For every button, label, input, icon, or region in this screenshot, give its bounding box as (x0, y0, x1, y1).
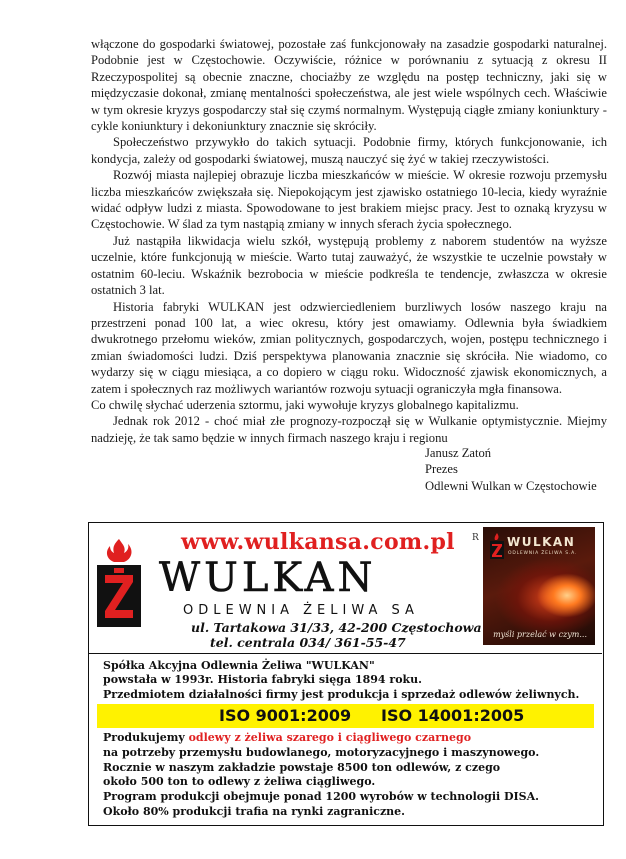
registered-mark: R (472, 533, 479, 543)
ad-website-url[interactable]: www.wulkansa.com.pl (181, 529, 455, 555)
ad-intro (103, 659, 595, 702)
paragraph-5: Historia fabryki WULKAN jest odzwierciedleniem burzliwych losów naszego kraju na przestrzeni ponad 100 lat, a wiec okresu, który jest omawiamy. Odlewnia była świadkiem dwukrotnego przełomu wieków, zmian politycznych, gospodarczych, wojen, postępu technicznego i zmian świadomości ludzi. Dziś perspektywa planowania znacznie się skróciła. Nie wiadomo, co wydarzy się w ciągu miesiąca, a co dopiero w ciągu roku. Widoczność zjawisk ekonomicznych, a zatem i społecznych raz możliwych wariantów rozwoju sytuacji ograniczyła mgła finansowa. (91, 299, 607, 396)
ad-brand-subtitle: ODLEWNIA ŻELIWA SA (183, 603, 419, 618)
signature-org: Odlewni Wulkan w Częstochowie (425, 478, 597, 493)
photo-logo-icon (489, 533, 505, 559)
ad-details (103, 731, 595, 820)
paragraph-4: Już nastąpiła likwidacja wielu szkół, występują problemy z naborem studentów na wyższe uczelnie, które funkcjonują w mieście. Warto tutaj zauważyć, że wszystkie te uczelnie powstały w ostatnim 60-leciu. Wskaźnik bezrobocia w mieście podkreśla te tendencje, zwłaszcza w okresie ostatnich 3 lat. (91, 233, 607, 298)
iso-certification-bar (97, 704, 594, 728)
photo-brand-name: WULKAN (507, 535, 576, 549)
article-text (91, 36, 607, 446)
products-prefix: Produkujemy (103, 731, 189, 744)
company-advertisement (88, 522, 604, 826)
ad-intro-line: powstała w 1993r. Historia fabryki sięga 1894 roku. (103, 673, 422, 687)
molten-iron-photo (483, 527, 595, 645)
photo-tagline: myśli przelać w czym... (493, 630, 587, 639)
ad-brand-name: WULKAN (159, 555, 377, 601)
ad-intro-line: Przedmiotem działalności firmy jest produkcja i sprzedaż odlewów żeliwnych. (103, 687, 580, 701)
ad-detail-line: na potrzeby przemysłu budowlanego, motoryzacyjnego i maszynowego. (103, 745, 540, 759)
ad-intro-line: Spółka Akcyjna Odlewnia Żeliwa "WULKAN" (103, 659, 375, 672)
ad-products-line (103, 731, 595, 746)
paragraph-1: włączone do gospodarki światowej, pozostałe zaś funkcjonowały na zasadzie gospodarki naturalnej. Podobnie jest w Częstochowie. Oczywiście, różnice w porównaniu z sytuacją z okresu II Rzeczypospolitej są obecnie znaczne, chociażby ze względu na postęp techniczny, jaki się w międzyczasie dokonał, zmianę mentalności społeczeństwa, ale jest wiele wspólnych cech. Właściwie w tym okresie kryzys gospodarczy stał się czymś normalnym. Występują ciągłe zmiany koniunktury - cykle koniunktury i dekoniunktury znacznie się skróciły. (91, 37, 607, 134)
ad-header (89, 523, 602, 654)
paragraph-7: Jednak rok 2012 - choć miał złe prognozy-rozpoczął się w Wulkanie optymistycznie. Miejmy nadzieję, że tak samo będzie w innych firmach naszego kraju i regionu (91, 414, 607, 445)
signature-name: Janusz Zatoń (425, 446, 492, 460)
ad-detail-line: Program produkcji obejmuje ponad 1200 wyrobów w technologii DISA. (103, 790, 539, 804)
ad-detail-line: około 500 ton to odlewy z żeliwa ciągliwego. (103, 775, 376, 789)
iso-14001-label: ISO 14001:2005 (381, 706, 525, 725)
wulkan-flame-logo-icon (94, 535, 144, 631)
ad-phone: tel. centrala 034/ 361-55-47 (210, 635, 406, 650)
products-highlight: odlewy z żeliwa szarego i ciągliwego czarnego (188, 731, 472, 744)
signature-role: Prezes (425, 462, 458, 477)
ad-detail-line: Rocznie w naszym zakładzie powstaje 8500 ton odlewów, z czego (103, 760, 501, 774)
paragraph-2: Społeczeństwo przywykło do takich sytuacji. Podobnie firmy, których funkcjonowanie, ich kondycja, zależy od gospodarki światowej, muszą nauczyć się żyć w takiej rzeczywistości. (91, 135, 607, 166)
photo-brand-subtitle: ODLEWNIA ŻELIWA S.A. (508, 551, 578, 556)
paragraph-3: Rozwój miasta najlepiej obrazuje liczba mieszkańców w mieście. W okresie rozwoju przemysłu liczba mieszkańców zwiększała się. Niepokojącym jest zjawisko ostatniego 10-lecia, kiedy wyraźnie widać odpływ ludzi z miasta. Spowodowane to jest brakiem miejsc pracy. Jest to oznaką kryzysu w Częstochowie. W ślad za tym nastąpią zmiany w innych sferach życia społecznego. (91, 168, 607, 232)
signature-block (425, 445, 597, 494)
ad-address: ul. Tartakowa 31/33, 42-200 Częstochowa (191, 620, 482, 635)
ad-detail-line: Około 80% produkcji trafia na rynki zagraniczne. (103, 804, 406, 818)
paragraph-6: Co chwilę słychać uderzenia sztormu, jaki wywołuje kryzys globalnego kapitalizmu. (91, 397, 519, 412)
iso-9001-label: ISO 9001:2009 (219, 706, 352, 725)
